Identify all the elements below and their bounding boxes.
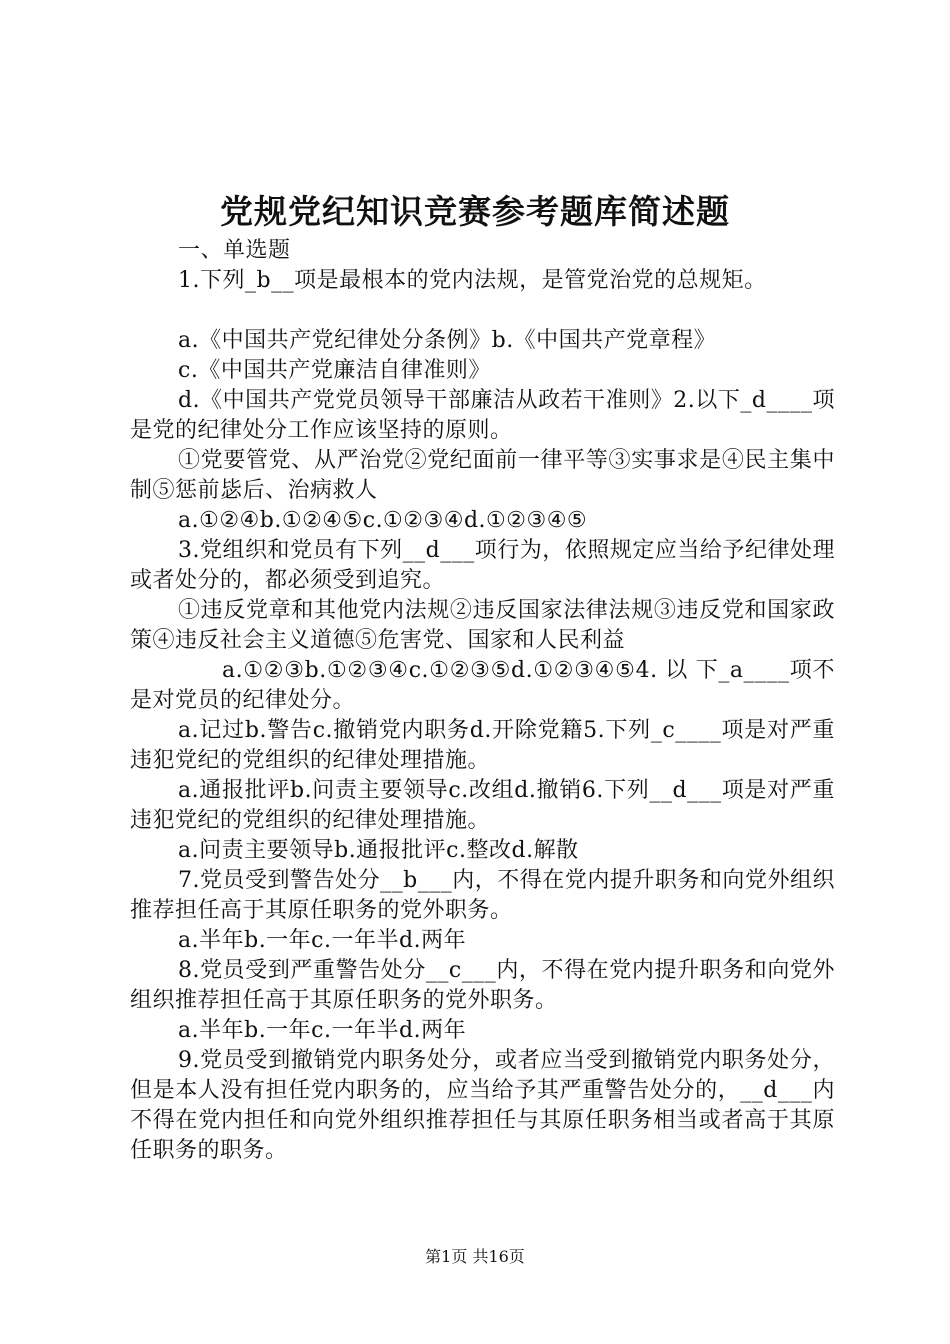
page-title: 党规党纪知识竞赛参考题库简述题 xyxy=(220,192,730,231)
question-2-options: a.①②④b.①②④⑤c.①②③④d.①②③④⑤ xyxy=(178,508,588,533)
section-heading: 一、单选题 xyxy=(178,238,291,263)
question-8: 8.党员受到严重警告处分__c___内，不得在党内提升职务和向党外组织推荐担任高于其原任职务的党外职务。 xyxy=(130,958,835,1013)
document-body xyxy=(130,236,835,1166)
question-1-option-c: c.《中国共产党廉洁自律准则》 xyxy=(178,358,491,383)
question-1-options-ab: a.《中国共产党纪律处分条例》b.《中国共产党章程》 xyxy=(178,328,717,353)
question-2: d.《中国共产党党员领导干部廉洁从政若干准则》2.以下_d____项是党的纪律处分工作应该坚持的原则。 xyxy=(130,388,835,443)
page-footer: 第1页 共16页 xyxy=(425,1247,525,1266)
question-7: 7.党员受到警告处分__b___内，不得在党内提升职务和向党外组织推荐担任高于其原任职务的党外职务。 xyxy=(130,868,835,923)
question-3-items: ①违反党章和其他党内法规②违反国家法律法规③违反党和国家政策④违反社会主义道德⑤危害党、国家和人民利益 xyxy=(130,598,835,653)
question-8-options: a.半年b.一年c.一年半d.两年 xyxy=(178,1018,467,1043)
question-6-options: a.问责主要领导b.通报批评c.整改d.解散 xyxy=(178,838,579,863)
question-5-options: a.通报批评b.问责主要领导c.改组d.撤销6.下列__d___项是对严重违犯党纪的党组织的纪律处理措施。 xyxy=(130,778,835,833)
question-2-items: ①党要管党、从严治党②党纪面前一律平等③实事求是④民主集中制⑤惩前毖后、治病救人 xyxy=(130,448,835,503)
question-3-options: a.①②③b.①②③④c.①②③⑤d.①②③④⑤4. 以 下_a____项不是对党员的纪律处分。 xyxy=(130,658,835,713)
question-4-options: a.记过b.警告c.撤销党内职务d.开除党籍5.下列_c____项是对严重违犯党纪的党组织的纪律处理措施。 xyxy=(130,718,835,773)
question-9: 9.党员受到撤销党内职务处分，或者应当受到撤销党内职务处分，但是本人没有担任党内职务的，应当给予其严重警告处分的，__d___内不得在党内担任和向党外组织推荐担任与其原任职务相当或者高于其原任职务的职务。 xyxy=(130,1048,835,1163)
question-1: 1.下列_b__项是最根本的党内法规，是管党治党的总规矩。 xyxy=(178,268,767,293)
question-7-options: a.半年b.一年c.一年半d.两年 xyxy=(178,928,467,953)
question-3: 3.党组织和党员有下列__d___项行为，依照规定应当给予纪律处理或者处分的，都必须受到追究。 xyxy=(130,538,835,593)
